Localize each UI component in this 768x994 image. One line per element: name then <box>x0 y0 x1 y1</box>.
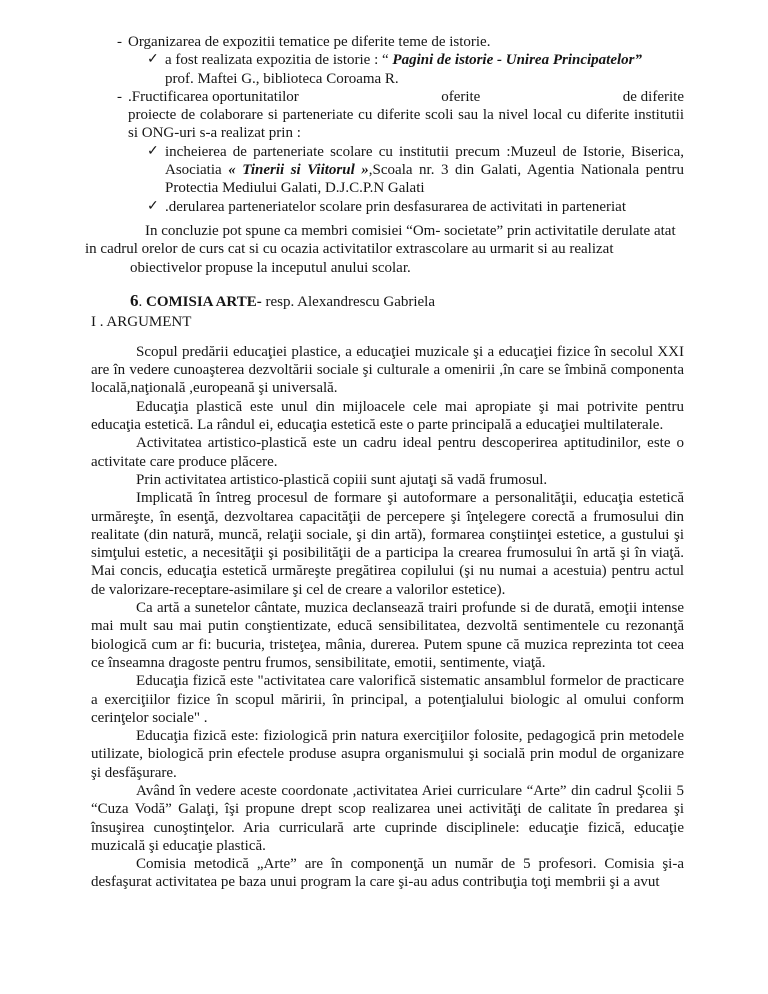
spread-seg-3: de diferite <box>622 88 684 105</box>
checkmark-icon: ✓ <box>147 52 159 68</box>
paragraph-8: Educaţia fizică este: fiziologică prin natura exerciţiilor folosite, pedagogică prin metodele utilizate, biologică prin efectele produse asupra organismului şi socială prin modul de organizare şi desfăşurare. <box>91 728 684 781</box>
paragraph-7: Educaţia fizică este "activitatea care valorifică sistematic ansamblul formelor de practicare a exerciţiilor fizice în scopul măririi, în principal, a potenţialului biologic al omului conform cerinţelor sociale" . <box>91 673 684 726</box>
conclusion-line-1: In concluzie pot spune ca membri comisiei “Om- societate” prin activitatile derulate atat <box>145 222 676 239</box>
check-item-text: a fost realizata expozitia de istorie : “ <box>165 52 393 69</box>
list-item-text: proiecte de colaborare si parteneriate cu diferite scoli sau la nivel local cu diferite institutii si ONG-uri s-a realizat prin : <box>128 107 684 142</box>
exhibition-title: Pagini de istorie - Unirea Principatelor” <box>392 52 642 69</box>
dash-bullet-icon: - <box>117 88 122 105</box>
section-heading <box>130 291 684 312</box>
paragraph-10: Comisia metodică „Arte” are în componenţă un număr de 5 profesori. Comisia şi-a desfaşurat activitatea pe baza unui program la care şi-au adus contribuţia toţi membrii şi a avut <box>91 856 684 891</box>
spacer <box>91 332 684 343</box>
paragraph-1: Scopul predării educaţiei plastice, a educaţiei muzicale şi a educaţiei fizice în secolul XXI are în vedere cunoaşterea dezvoltării sociale şi culturale a omenirii ,în care se îmbină componenta locală,naţională ,europeană şi universală. <box>91 343 684 397</box>
list-item-check-parteneriate <box>91 143 684 198</box>
check-item-credit: prof. Maftei G., biblioteca Coroama R. <box>165 70 399 87</box>
list-item-dash-organizarea <box>91 33 684 51</box>
check-item-text: .derularea parteneriatelor scolare prin desfasurarea de activitati in parteneriat <box>165 198 626 215</box>
check-item-text: ,Scoala nr. 3 din Galati, Agentia Nationala pentru Protectia Mediului Galati, D.J.C.P.N Galati <box>165 162 684 197</box>
spacer <box>91 277 684 291</box>
section-title: COMISIA ARTE- <box>146 293 262 310</box>
spread-seg-1: .Fructificarea oportunitatilor <box>128 88 299 105</box>
section-responsible: resp. Alexandrescu Gabriela <box>261 293 436 310</box>
association-name: « Tinerii si Viitorul » <box>228 162 369 179</box>
checkmark-icon: ✓ <box>147 198 159 214</box>
paragraph-4: Prin activitatea artistico-plastică copiii sunt ajutaţi să vadă frumosul. <box>136 471 548 488</box>
spread-line <box>128 88 684 106</box>
paragraph-9: Având în vedere aceste coordonate ,activitatea Ariei curriculare “Arte” din cadrul Şcolii 5 “Cuza Vodă” Galaţi, îşi propune drept scop realizarea unei activităţi de calitate în predarea şi însuşirea cunoştinţelor. Aria curriculară arte cuprinde disciplinele: educaţie fizică, educaţie muzicală şi educaţie plastică. <box>91 782 684 854</box>
conclusion-line-2: in cadrul orelor de curs cat si cu ocazia activitatilor extrascolare au urmarit si au realizat <box>85 241 614 258</box>
paragraph-5: Implicată în întreg procesul de formare şi autoformare a personalităţii, educaţia estetică urmăreşte, în esenţă, dezvoltarea capacităţii de percepere şi înţelegere corectă a frumosului din realitate (din natură, muncă, relaţii sociale, şi din artă), formarea conştiinţei estetice, a gustului şi simţului estetic, a necesităţii şi posibilităţii de a participa la crearea frumosului în artă şi în viaţă. Mai concis, educaţia estetică urmăreşte pregătirea copilului (şi nu numai a acestuia) pentru actul de valorizare-receptare-asimilare şi cel de creare a valorilor estetice). <box>91 490 684 598</box>
checkmark-icon: ✓ <box>147 143 159 159</box>
section-dot: . <box>138 293 146 310</box>
list-item-check-expozitia <box>91 51 684 88</box>
paragraph-6: Ca artă a sunetelor cântate, muzica declansează trairi profunde si de durată, emoţii intense mai mult sau mai putin conştientizate, educă sensibilitatea, dezvoltă sentimentele cu rezonanţă biologică cum ar fi: bucuria, tristeţea, mânia, durerea. Putem spune că muzica reprezinta tot ceea ce înseamna dragoste pentru frumos, sensibilitate, emotii, sentimente, viaţă. <box>91 600 684 671</box>
dash-bullet-icon: - <box>117 34 122 50</box>
conclusion-line-3: obiectivelor propuse la inceputul anului scolar. <box>130 259 411 276</box>
section-number: 6 <box>130 290 139 310</box>
spread-seg-2: oferite <box>441 88 481 105</box>
list-item-dash-fructificarea <box>91 88 684 143</box>
argument-heading: I . ARGUMENT <box>91 313 192 330</box>
list-item-text: Organizarea de expozitii tematice pe diferite teme de istorie. <box>128 34 491 50</box>
check-item-text: incheierea de parteneriate scolare cu institutii precum :Muzeul de Istorie, Biserica, Asociatia <box>165 143 684 179</box>
paragraph-2: Educaţia plastică este unul din mijloacele cele mai apropiate şi mai potrivite pentru educaţia estetică. La rândul ei, educaţia estetică este o parte principală a educaţiei multilaterale. <box>91 398 684 434</box>
list-item-check-derularea <box>91 198 684 216</box>
paragraph-3: Activitatea artistico-plastică este un cadru ideal pentru descoperirea aptitudinilor, este o activitate care produce plăcere. <box>91 435 684 470</box>
